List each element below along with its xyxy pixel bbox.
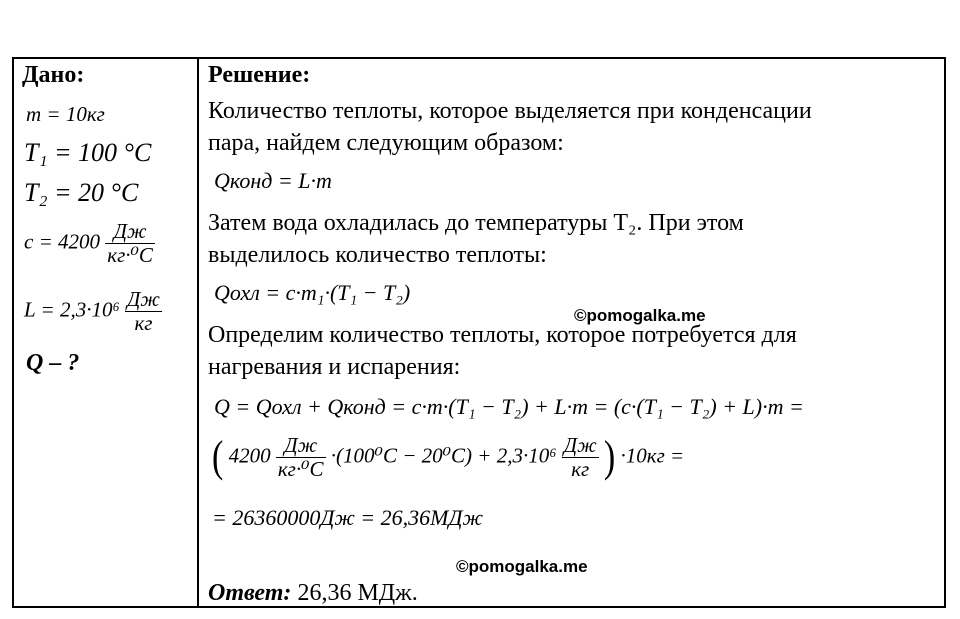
given-l-fraction — [125, 288, 162, 335]
sub-middle: ·(100⁰C − 20⁰C) + 2,3·10⁶ — [330, 443, 557, 468]
sub-fraction-1-numerator: Дж — [276, 434, 326, 458]
close-paren: ) — [603, 432, 616, 481]
given-c-numerator: Дж — [105, 220, 155, 244]
given-latent-heat — [24, 288, 162, 335]
paragraph-3-line-1: Определим количество теплоты, которое потребуется для — [208, 322, 797, 348]
given-c-fraction — [105, 220, 155, 267]
paragraph-2-line-2: выделилось количество теплоты: — [208, 242, 547, 268]
given-l-denominator: кг — [134, 311, 153, 336]
column-divider — [197, 57, 199, 608]
paragraph-2-line-1: Затем вода охладилась до температуры T₂. При этом — [208, 210, 744, 236]
watermark-top: ©pomogalka.me — [574, 306, 706, 325]
answer-line — [208, 580, 418, 607]
sub-fraction-2 — [562, 434, 599, 481]
sub-coefficient: 4200 — [228, 443, 271, 468]
sub-fraction-2-numerator: Дж — [563, 433, 597, 457]
open-paren: ( — [212, 432, 224, 481]
sub-fraction-1-denominator: кг·⁰C — [277, 457, 324, 482]
given-title: Дано: — [22, 62, 85, 88]
solution-title: Решение: — [208, 62, 311, 88]
formula-result: = 26360000Дж = 26,36МДж — [212, 505, 483, 530]
formula-condensation: Qконд = L·m — [214, 168, 332, 193]
formula-cooling: Qохл = c·m₁·(T₁ − T₂) — [214, 280, 411, 305]
given-mass: m = 10кг — [26, 102, 105, 126]
given-t2: T₂ = 20 °C — [24, 178, 139, 207]
given-c-denominator: кг·⁰C — [107, 243, 153, 268]
formula-total: Q = Qохл + Qконд = c·m·(T₁ − T₂) + L·m = (c·(T₁ − T₂) + L)·m = — [214, 394, 804, 419]
given-unknown: Q – ? — [26, 350, 80, 376]
watermark-bottom: ©pomogalka.me — [456, 557, 588, 576]
formula-substitution — [212, 434, 684, 481]
answer-label: Ответ: — [208, 580, 292, 606]
answer-value: 26,36 МДж. — [297, 580, 418, 606]
given-l-lhs: L = 2,3·10⁶ — [24, 297, 120, 322]
paragraph-3-line-2: нагревания и испарения: — [208, 354, 461, 380]
paragraph-1-line-2: пара, найдем следующим образом: — [208, 130, 564, 156]
given-l-numerator: Дж — [127, 287, 160, 311]
given-c-lhs: c = 4200 — [24, 229, 100, 254]
paragraph-1-line-1: Количество теплоты, которое выделяется при конденсации — [208, 98, 812, 124]
sub-fraction-1 — [276, 434, 326, 481]
sub-fraction-2-denominator: кг — [571, 457, 590, 482]
given-specific-heat — [24, 220, 155, 267]
sub-tail: ·10кг = — [620, 443, 685, 468]
given-t1: T₁ = 100 °C — [24, 138, 152, 167]
